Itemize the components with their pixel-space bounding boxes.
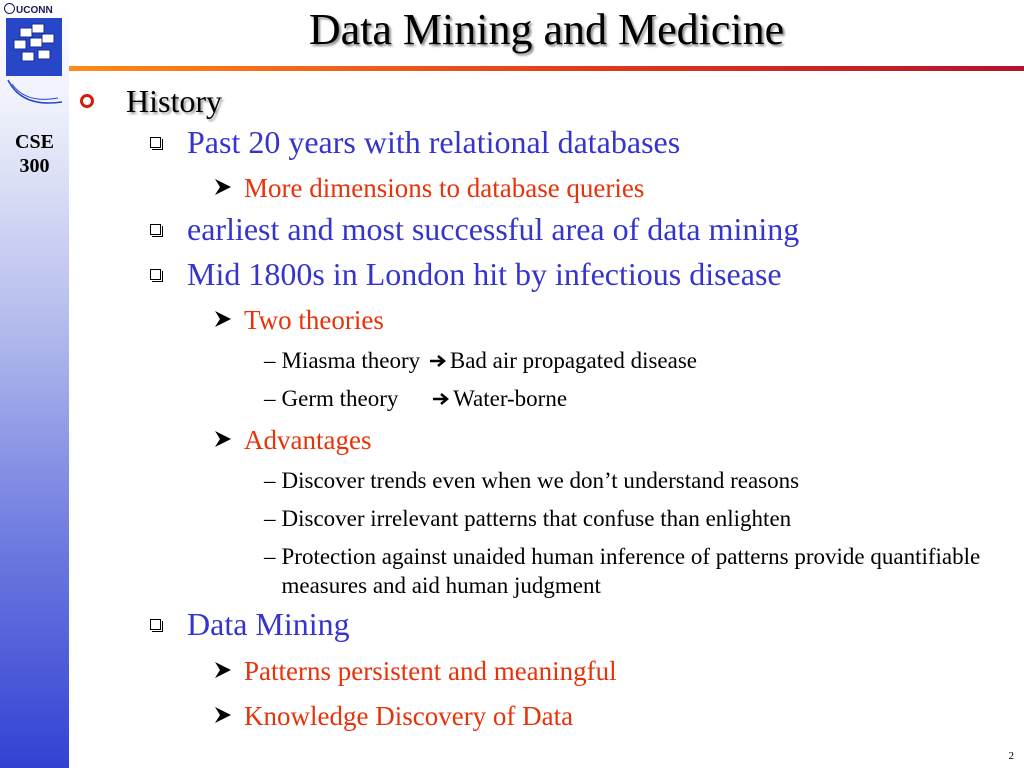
cse-blocks-logo-icon <box>2 16 66 116</box>
bullet-past20: Past 20 years with relational databases <box>150 124 680 160</box>
bullet-discover-irrelevant: – Discover irrelevant patterns that confuse than enlighten <box>264 506 792 531</box>
course-dept: CSE <box>15 131 54 153</box>
slide-number: 2 <box>1008 750 1014 762</box>
bullet-advantages: Advantages <box>212 424 371 456</box>
bullet-kdd: Knowledge Discovery of Data <box>212 700 573 732</box>
bullet-two-theories: Two theories <box>212 304 384 336</box>
bullet-germ: – Germ theory Water-borne <box>264 386 568 411</box>
title-divider <box>69 66 1024 71</box>
bullet-data-mining: Data Mining <box>150 606 350 642</box>
bullet-earliest: earliest and most successful area of data mining <box>150 211 799 247</box>
right-arrow-icon <box>429 354 447 368</box>
circle-bullet-icon <box>80 94 94 108</box>
sidebar <box>0 0 69 768</box>
bullet-patterns: Patterns persistent and meaningful <box>212 655 617 687</box>
square-bullet-icon <box>150 269 161 280</box>
bullet-miasma: – Miasma theory Bad air propagated disease <box>264 348 698 373</box>
uconn-label: UCONN <box>4 3 53 16</box>
bullet-mid1800s: Mid 1800s in London hit by infectious disease <box>150 256 782 292</box>
square-bullet-icon <box>150 619 161 630</box>
course-code <box>0 130 69 178</box>
arrowhead-bullet-icon <box>212 659 234 681</box>
bullet-more-dims: More dimensions to database queries <box>212 172 644 204</box>
bullet-history: History <box>80 83 222 119</box>
arrowhead-bullet-icon <box>212 428 234 450</box>
course-number: 300 <box>19 155 50 177</box>
square-bullet-icon <box>150 137 161 148</box>
arrowhead-bullet-icon <box>212 704 234 726</box>
slide-title: Data Mining and Medicine <box>308 5 785 54</box>
bullet-discover-trends: – Discover trends even when we don’t understand reasons <box>264 468 800 493</box>
right-arrow-icon <box>432 392 450 406</box>
arrowhead-bullet-icon <box>212 308 234 330</box>
square-bullet-icon <box>150 224 161 235</box>
uconn-seal-icon <box>4 3 15 14</box>
bullet-protection: – Protection against unaided human inference of patterns provide quantifiable measures and aid human judgment <box>264 544 981 598</box>
arrowhead-bullet-icon <box>212 176 234 198</box>
